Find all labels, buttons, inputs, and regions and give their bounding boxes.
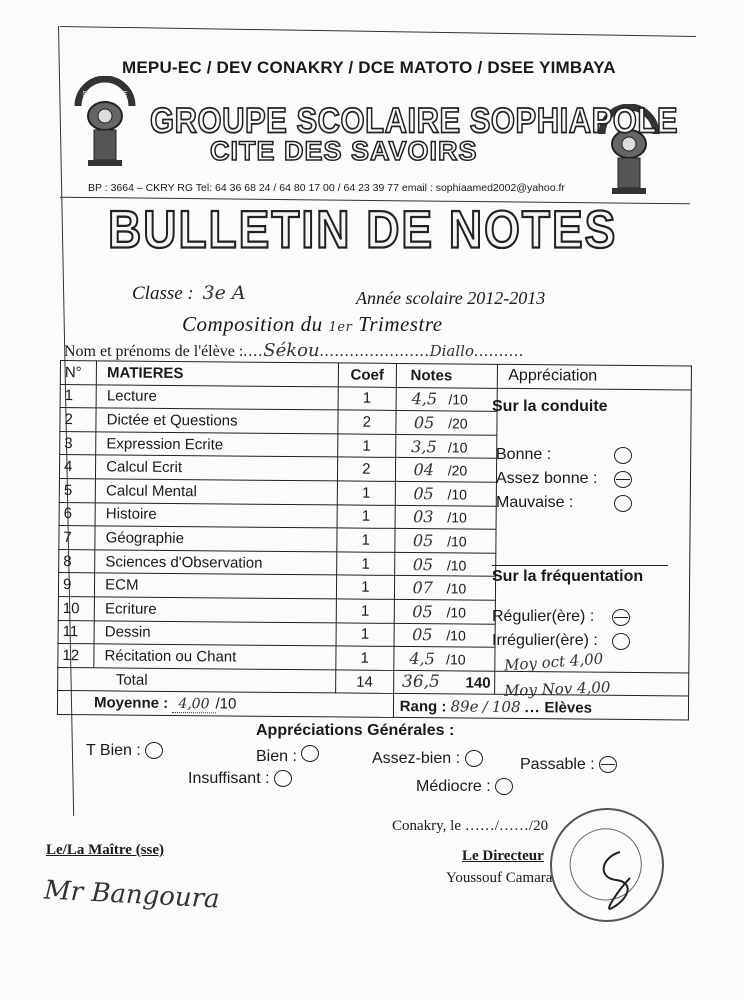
school-subtitle: CITE DES SAVOIRS [210, 136, 478, 166]
row-note [395, 434, 497, 458]
row-note-max: /20 [448, 415, 468, 432]
assez-bien-checkbox[interactable] [465, 750, 483, 767]
row-note [396, 387, 498, 411]
row-coef: 1 [336, 622, 394, 646]
rang-cell: Rang : 89e / 108 ... Elèves [393, 694, 688, 720]
eleve-nom: Diallo [429, 342, 475, 360]
bien-label: Bien : [256, 748, 297, 765]
row-note-value: 05 [413, 483, 434, 504]
total-points: 36,5 [402, 672, 440, 692]
moyenne-label: Moyenne : [93, 694, 169, 713]
row-note [394, 647, 496, 671]
row-number: 2 [60, 408, 96, 432]
header-notes: Notes [396, 363, 498, 387]
maitre-signature: Mr Bangoura [43, 875, 221, 915]
row-note [395, 529, 497, 553]
row-note [396, 411, 498, 435]
row-matiere: Récitation ou Chant [94, 644, 336, 670]
rang-effectif: 108 [491, 697, 521, 716]
mediocre-checkbox[interactable] [495, 778, 513, 795]
classe-field [132, 282, 246, 305]
directeur-signature-icon [590, 848, 640, 918]
row-note-value: 4,5 [411, 389, 438, 409]
rang-value: 89e [450, 697, 479, 716]
row-coef: 1 [338, 387, 396, 411]
row-number: 8 [59, 549, 95, 573]
ministry-header: MEPU-EC / DEV CONAKRY / DCE MATOTO / DSEE YIMBAYA [122, 58, 616, 77]
row-note [395, 481, 497, 505]
conduite-option-label: Bonne : [496, 446, 552, 463]
logo-text: SOPHIAPOLE [82, 91, 128, 98]
conduite-option [496, 494, 573, 512]
frequentation-radio[interactable] [612, 633, 630, 650]
conduite-option-label: Assez bonne : [496, 470, 598, 487]
conduite-option-label: Mauvaise : [496, 494, 574, 511]
assez-bien-label: Assez-bien : [372, 750, 461, 767]
classe-value: 3e A [202, 282, 246, 304]
row-matiere: Calcul Ecrit [96, 455, 338, 481]
school-logo-left [74, 76, 136, 168]
row-matiere: Calcul Mental [95, 479, 337, 505]
row-number: 10 [58, 596, 94, 620]
total-coef: 14 [336, 670, 394, 694]
school-name: GROUPE SCOLAIRE SOPHIAPOLE [150, 100, 679, 141]
total-label: Total [94, 668, 336, 694]
row-note [395, 458, 497, 482]
frequentation-option [492, 632, 598, 650]
row-number: 9 [58, 573, 94, 597]
row-note-value: 3,5 [411, 436, 437, 456]
row-note [394, 599, 496, 623]
annee-scolaire: Année scolaire 2012-2013 [356, 288, 546, 308]
row-matiere: Expression Ecrite [96, 432, 338, 458]
row-coef: 1 [336, 575, 394, 599]
maitre-label: Le/La Maître (sse) [46, 842, 165, 858]
row-number: 11 [58, 620, 94, 644]
assez-bien-option [372, 750, 483, 768]
row-number: 4 [59, 455, 95, 479]
directeur-label: Le Directeur [462, 848, 544, 864]
conduite-title: Sur la conduite [492, 398, 608, 415]
row-coef: 2 [337, 457, 395, 481]
bien-checkbox[interactable] [301, 745, 319, 762]
insuffisant-option [188, 770, 292, 788]
passable-label: Passable : [520, 756, 595, 773]
row-coef: 1 [336, 599, 394, 623]
header-matieres: MATIERES [96, 361, 338, 387]
trimestre-label: Trimestre [358, 312, 443, 336]
moyenne-cell [57, 691, 393, 718]
row-note-max: /10 [447, 486, 468, 503]
mediocre-label: Médiocre : [416, 778, 491, 795]
rang-label: Rang : [399, 697, 447, 715]
row-note-max: /20 [447, 462, 468, 479]
nom-label: Nom et prénoms de l'élève : [64, 343, 244, 360]
header-coef: Coef [338, 363, 396, 387]
row-note-max: /10 [447, 438, 468, 456]
conduite-radio[interactable] [614, 471, 632, 488]
row-note-max: /10 [446, 580, 467, 597]
row-note-max: /10 [446, 556, 467, 574]
composition-label: Composition du [182, 312, 323, 336]
rang-separator: / [482, 697, 488, 716]
header-no: N° [60, 361, 96, 385]
row-matiere: Dessin [94, 620, 336, 646]
composition-line [182, 312, 443, 337]
row-matiere: Lecture [96, 384, 338, 410]
row-matiere: Sciences d'Observation [95, 550, 337, 576]
row-matiere: Géographie [95, 526, 337, 552]
row-number: 3 [60, 431, 96, 455]
row-matiere: Dictée et Questions [96, 408, 338, 434]
row-note-value: 05 [413, 413, 435, 433]
moyenne-max: /10 [215, 695, 237, 713]
row-note [394, 552, 496, 576]
moyenne-value: 4,00 [172, 696, 215, 713]
frequentation-option [492, 608, 594, 626]
row-matiere: Ecriture [94, 597, 336, 623]
row-coef: 1 [336, 646, 394, 670]
conduite-radio[interactable] [614, 447, 632, 464]
t-bien-checkbox[interactable] [145, 742, 163, 759]
appreciation-column [495, 388, 691, 673]
row-coef: 1 [337, 481, 395, 505]
eleve-prenom: Sékou [263, 340, 320, 361]
nom-line: Nom et prénoms de l'élève :....Sékou......................Diallo.......... [64, 340, 525, 361]
row-number: 5 [59, 478, 95, 502]
row-note-max: /10 [447, 533, 467, 550]
passable-option [520, 756, 617, 774]
row-note-value: 07 [412, 578, 433, 598]
row-note [394, 576, 496, 600]
frequentation-option-label: Régulier(ère) : [492, 608, 595, 625]
frequentation-title: Sur la fréquentation [492, 565, 668, 586]
contact-info: BP : 3664 – CKRY RG Tel: 64 36 68 24 / 64 80 17 00 / 64 23 39 77 email : sophiaamed2002@yahoo.fr [88, 182, 565, 194]
row-note [395, 505, 497, 529]
row-note-value: 04 [413, 460, 435, 480]
row-note-max: /10 [448, 391, 468, 408]
row-note-value: 03 [413, 507, 434, 527]
lieu-date: Conakry, le ……/……/20 [392, 818, 549, 834]
row-coef: 1 [338, 434, 396, 458]
row-number: 12 [58, 644, 94, 668]
directeur-name: Youssouf Camara [446, 870, 553, 886]
row-note-max: /10 [446, 627, 466, 644]
t-bien-label: T Bien : [86, 742, 141, 759]
header-appreciation: Appréciation [498, 364, 692, 389]
moyenne-novembre-note: Moy Nov 4,00 [503, 678, 611, 700]
moyenne-octobre-note: Moy oct 4,00 [503, 649, 604, 675]
conduite-option [496, 470, 597, 488]
row-coef: 2 [338, 410, 396, 434]
row-matiere: ECM [95, 573, 337, 599]
passable-checkbox-checked[interactable] [599, 756, 617, 773]
document-title: BULLETIN DE NOTES [108, 199, 618, 259]
frequentation-option-label: Irrégulier(ère) : [492, 632, 598, 649]
row-number: 6 [59, 502, 95, 526]
mediocre-option [416, 778, 513, 796]
row-number: 7 [59, 526, 95, 550]
row-note-value: 05 [412, 531, 434, 551]
row-note [394, 623, 496, 647]
insuffisant-label: Insuffisant : [188, 770, 270, 787]
classe-label: Classe : [132, 283, 194, 304]
conduite-radio[interactable] [614, 495, 632, 512]
row-number: 1 [60, 384, 96, 408]
appreciations-generales-title: Appréciations Générales : [256, 722, 455, 739]
row-note-value: 05 [412, 554, 434, 574]
frequentation-radio[interactable] [612, 609, 630, 626]
row-coef: 1 [337, 552, 395, 576]
total-max: 140 [393, 670, 495, 694]
insuffisant-checkbox[interactable] [274, 770, 292, 787]
composition-value: 1er [328, 320, 353, 335]
row-note-value: 05 [412, 601, 433, 621]
row-matiere: Histoire [95, 502, 337, 528]
row-note-max: /10 [447, 509, 467, 526]
conduite-option [496, 446, 551, 464]
row-coef: 1 [337, 528, 395, 552]
row-note-max: /10 [446, 604, 467, 621]
row-coef: 1 [337, 504, 395, 528]
frame-top-border [60, 26, 696, 37]
row-note-max: /10 [446, 651, 466, 668]
row-note-value: 05 [412, 625, 433, 645]
row-note-value: 4,5 [409, 648, 435, 669]
eleves-label: Elèves [544, 698, 593, 717]
t-bien-option [86, 742, 163, 760]
bien-option [256, 748, 319, 766]
